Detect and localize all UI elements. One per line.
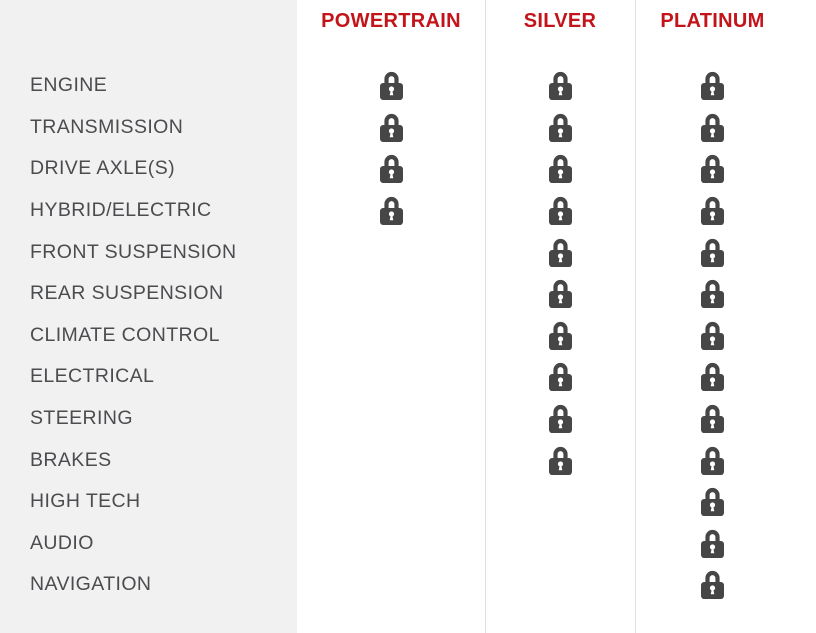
platinum-cell [635,107,790,149]
column-header-platinum: PLATINUM [660,10,765,32]
row-label: TRANSMISSION [30,115,184,138]
row-end-spacer [790,65,816,107]
platinum-cell [635,190,790,232]
platinum-cell [635,439,790,481]
powertrain-cell [297,107,485,149]
powertrain-cell [297,481,485,523]
row-label: DRIVE AXLE(S) [30,157,175,180]
powertrain-cell [297,231,485,273]
row-end-spacer [790,439,816,481]
header-end-spacer [790,0,816,65]
silver-cell [485,481,635,523]
lock-icon [549,238,572,267]
powertrain-cell [297,398,485,440]
lock-icon [701,71,724,100]
silver-cell [485,65,635,107]
row-end-spacer [790,273,816,315]
row-label: BRAKES [30,448,112,471]
row-label: CLIMATE CONTROL [30,323,220,346]
lock-icon [549,279,572,308]
lock-icon [380,71,403,100]
platinum-cell [635,523,790,565]
row-label: AUDIO [30,531,94,554]
powertrain-cell [297,356,485,398]
lock-icon [701,487,724,516]
silver-cell [485,315,635,357]
lock-icon [380,154,403,183]
row-end-spacer [790,190,816,232]
row-end-spacer [790,315,816,357]
silver-cell [485,523,635,565]
lock-icon [549,113,572,142]
lock-icon [380,196,403,225]
silver-cell [485,273,635,315]
platinum-cell [635,564,790,606]
lock-icon [549,321,572,350]
column-header-silver: SILVER [523,10,597,32]
row-end-spacer [790,398,816,440]
row-label: STEERING [30,407,133,430]
platinum-cell [635,231,790,273]
silver-cell [485,356,635,398]
platinum-cell [635,65,790,107]
lock-icon [549,404,572,433]
column-header-powertrain: POWERTRAIN [321,10,461,32]
lock-icon [701,404,724,433]
lock-icon [701,113,724,142]
row-end-spacer [790,564,816,606]
powertrain-cell [297,148,485,190]
row-end-spacer [790,107,816,149]
powertrain-cell [297,65,485,107]
lock-icon [701,321,724,350]
row-label: FRONT SUSPENSION [30,240,237,263]
powertrain-cell [297,190,485,232]
platinum-cell [635,398,790,440]
platinum-cell [635,148,790,190]
row-end-spacer [790,523,816,565]
platinum-cell [635,315,790,357]
lock-icon [549,154,572,183]
lock-icon [549,446,572,475]
lock-icon [380,113,403,142]
lock-icon [701,362,724,391]
lock-icon [549,71,572,100]
silver-cell [485,439,635,481]
row-label: REAR SUSPENSION [30,282,224,305]
row-label: ELECTRICAL [30,365,155,388]
platinum-cell [635,273,790,315]
powertrain-cell [297,564,485,606]
platinum-cell [635,481,790,523]
row-label: NAVIGATION [30,573,152,596]
lock-icon [701,446,724,475]
row-end-spacer [790,481,816,523]
powertrain-cell [297,523,485,565]
powertrain-cell [297,315,485,357]
silver-cell [485,398,635,440]
lock-icon [701,238,724,267]
silver-cell [485,564,635,606]
header-spacer [0,0,297,65]
row-label: HIGH TECH [30,490,141,513]
row-label: HYBRID/ELECTRIC [30,199,212,222]
lock-icon [701,196,724,225]
silver-cell [485,107,635,149]
row-label: ENGINE [30,74,108,97]
powertrain-cell [297,439,485,481]
silver-cell [485,190,635,232]
row-end-spacer [790,356,816,398]
row-end-spacer [790,231,816,273]
lock-icon [701,570,724,599]
lock-icon [549,196,572,225]
lock-icon [701,154,724,183]
powertrain-cell [297,273,485,315]
row-end-spacer [790,148,816,190]
lock-icon [549,362,572,391]
lock-icon [701,529,724,558]
silver-cell [485,148,635,190]
platinum-cell [635,356,790,398]
silver-cell [485,231,635,273]
lock-icon [701,279,724,308]
